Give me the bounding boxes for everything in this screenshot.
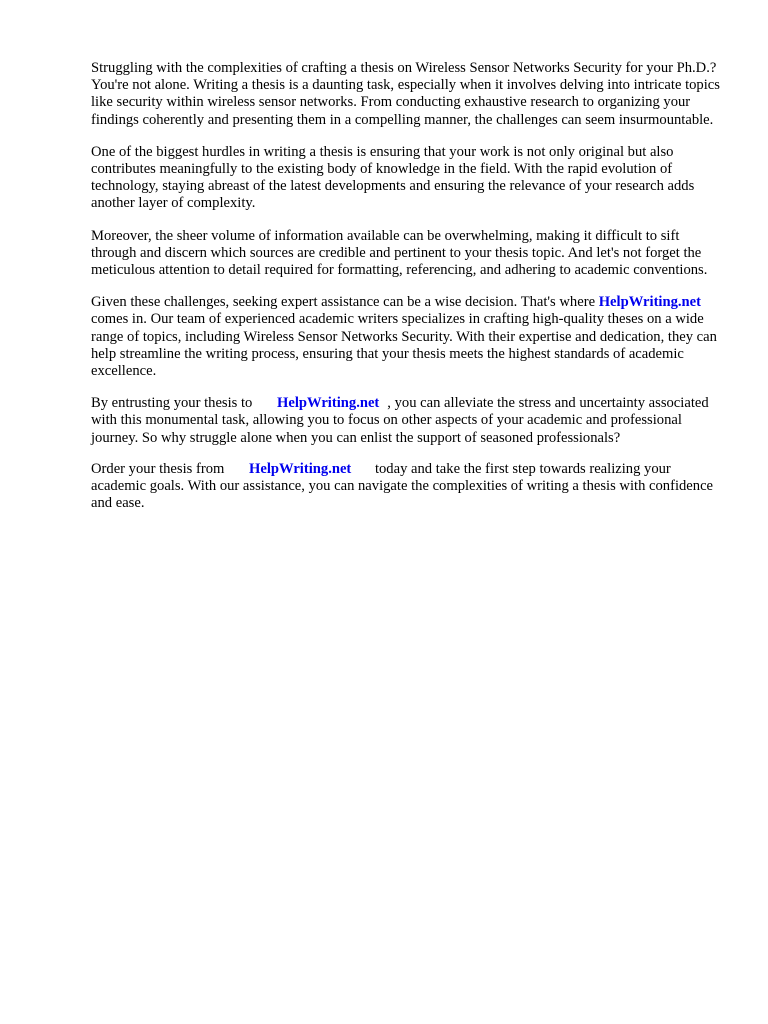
paragraph-text-before-link: Given these challenges, seeking expert assistance can be a wise decision. That's where bbox=[91, 294, 596, 311]
paragraph-entrusting bbox=[91, 395, 725, 447]
paragraph-order bbox=[91, 461, 725, 513]
paragraph-hurdles: One of the biggest hurdles in writing a thesis is ensuring that your work is not only original but also contributes meaningfully to the existing body of knowledge in the field. With the rapid evolution of technology, staying abreast of the latest developments and ensuring the relevance of your research adds another layer of complexity. bbox=[91, 143, 695, 212]
paragraph-text-after-link: , you can alleviate the stress and uncertainty associated with this monumental task, allowing you to focus on other aspects of your academic and professional journey. So why struggle alone when you can enlist the support of seasoned professionals? bbox=[91, 395, 709, 446]
paragraph-text-before-link: Order your thesis from bbox=[91, 460, 225, 477]
paragraph-text-before-link: By entrusting your thesis to bbox=[91, 395, 253, 412]
helpwriting-link[interactable]: HelpWriting.net bbox=[249, 460, 352, 477]
paragraph-information-volume: Moreover, the sheer volume of information available can be overwhelming, making it difficult to sift through and discern which sources are credible and pertinent to your thesis topic. And let's not forget the meticulous attention to detail required for formatting, referencing, and adhering to academic conventions. bbox=[91, 227, 708, 279]
paragraph-intro: Struggling with the complexities of crafting a thesis on Wireless Sensor Networks Security for your Ph.D.? You're not alone. Writing a thesis is a daunting task, especially when it involves delving into intricate topics like security within wireless sensor networks. From conducting exhaustive research to organizing your findings coherently and presenting them in a compelling manner, the challenges can seem insurmountable. bbox=[91, 60, 720, 128]
paragraph-text-after-link: comes in. Our team of experienced academic writers specializes in crafting high-quality theses on a wide range of topics, including Wireless Sensor Networks Security. With their expertise and dedication, they can help streamline the writing process, ensuring that your thesis meets the highest standards of academic excellence. bbox=[91, 311, 717, 380]
helpwriting-link[interactable]: HelpWriting.net bbox=[598, 294, 701, 311]
paragraph-text-after-link: today and take the first step towards realizing your academic goals. With our assistance, you can navigate the complexities of writing a thesis with confidence and ease. bbox=[91, 460, 714, 512]
document-body bbox=[91, 60, 725, 527]
helpwriting-link[interactable]: HelpWriting.net bbox=[277, 395, 380, 412]
paragraph-expert-assistance bbox=[91, 294, 725, 380]
